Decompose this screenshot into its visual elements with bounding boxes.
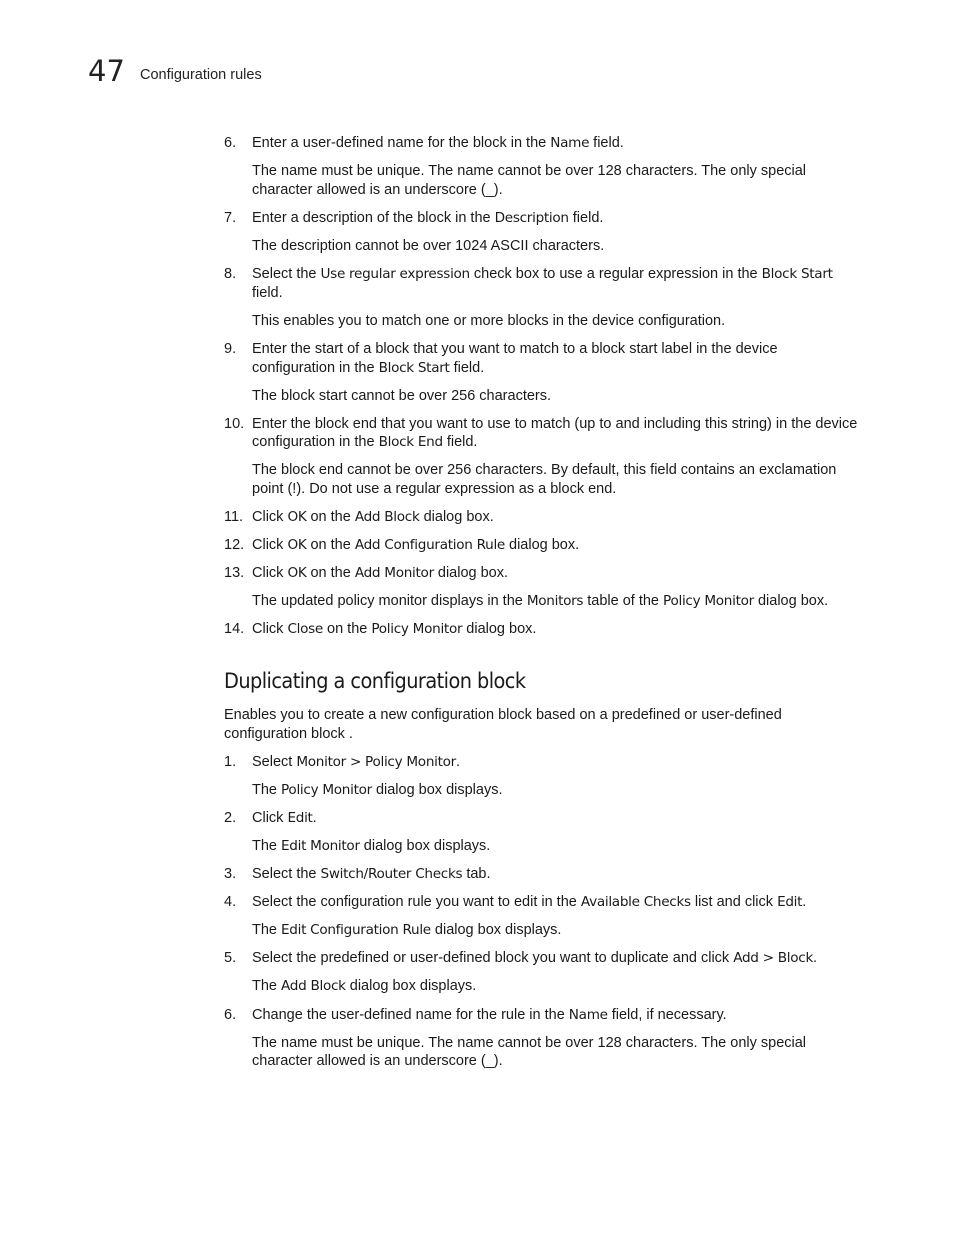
step-text: [252, 359, 484, 378]
step-text: [252, 781, 503, 800]
step-text: [252, 508, 494, 527]
step-number: 3.: [224, 866, 237, 882]
step-text: [252, 237, 604, 256]
ui-term: OK: [287, 537, 307, 553]
step-text: [252, 134, 624, 153]
section-title: Duplicating a configuration block: [224, 669, 526, 693]
ui-term: Name: [550, 135, 590, 151]
text-run: field.: [252, 285, 283, 301]
text-run: dialog box displays.: [371, 782, 503, 798]
step-text: [252, 284, 283, 303]
text-run: Enter the block end that you want to use to match (up to and including this string) in the device: [252, 416, 858, 432]
step-number: 7.: [224, 210, 237, 226]
step-text: [252, 564, 508, 583]
text-run: The name must be unique. The name cannot be over 128 characters. The only special: [252, 1035, 807, 1051]
text-run: .: [813, 950, 818, 966]
text-run: Click: [252, 810, 288, 826]
text-run: The: [252, 838, 282, 854]
step-text: [252, 865, 491, 884]
text-run: dialog box.: [753, 593, 829, 609]
ui-term: Add > Block: [733, 950, 814, 966]
step-number: 11.: [224, 509, 244, 525]
step-number: 1.: [224, 754, 237, 770]
text-run: dialog box.: [504, 537, 580, 553]
text-run: on the: [306, 565, 355, 581]
text-run: The: [252, 978, 282, 994]
step-number: 14.: [224, 621, 245, 637]
text-run: dialog box.: [462, 621, 537, 637]
text-run: The: [252, 922, 282, 938]
chapter-title: Configuration rules: [140, 67, 262, 83]
text-run: Click: [252, 621, 288, 637]
ui-term: Name: [568, 1007, 608, 1023]
step-text: [252, 340, 778, 359]
step-number: 4.: [224, 894, 237, 910]
text-run: The: [252, 782, 282, 798]
text-run: field.: [589, 135, 624, 151]
ui-term: Available Checks: [580, 894, 691, 910]
step-text: [252, 1052, 503, 1071]
text-run: The block end cannot be over 256 characters. By default, this field contains an exclamation: [252, 462, 837, 478]
text-run: configuration in the: [252, 434, 379, 450]
step-text: [252, 977, 476, 996]
step-number: 9.: [224, 341, 237, 357]
text-run: dialog box displays.: [430, 922, 562, 938]
ui-term: Monitors: [526, 593, 584, 609]
text-run: Select the configuration rule you want to edit in the: [252, 894, 581, 910]
text-run: Select: [252, 754, 297, 770]
step-text: [252, 1034, 806, 1053]
text-run: Enter a user-defined name for the block in the: [252, 135, 551, 151]
step-text: [252, 461, 836, 480]
ui-term: Edit: [777, 894, 803, 910]
ui-term: Block End: [378, 434, 443, 450]
text-run: dialog box displays.: [345, 978, 477, 994]
step-text: [252, 433, 477, 452]
text-run: The name must be unique. The name cannot be over 128 characters. The only special: [252, 163, 807, 179]
step-text: [252, 181, 503, 200]
text-run: Enter the start of a block that you want to match to a block start label in the device: [252, 341, 778, 357]
step-text: [252, 592, 828, 611]
ui-term: Use regular expression: [320, 266, 470, 282]
ui-term: Edit: [287, 810, 313, 826]
ui-term: Add Configuration Rule: [354, 537, 505, 553]
text-run: field.: [442, 434, 478, 450]
text-run: Select the predefined or user-defined block you want to duplicate and click: [252, 950, 734, 966]
ui-term: OK: [287, 565, 307, 581]
step-number: 12.: [224, 537, 245, 553]
step-number: 8.: [224, 266, 237, 282]
text-run: Enter a description of the block in the: [252, 210, 495, 226]
ui-term: Close: [287, 621, 323, 637]
text-run: .: [455, 754, 460, 770]
text-run: character allowed is an underscore (_).: [252, 182, 503, 198]
ui-term: Add Block: [354, 509, 420, 525]
text-run: Click: [252, 537, 288, 553]
text-run: table of the: [583, 593, 664, 609]
step-text: [252, 209, 603, 228]
text-run: list and click: [690, 894, 778, 910]
text-run: field.: [449, 360, 485, 376]
ui-term: Block Start: [378, 360, 450, 376]
step-text: [252, 415, 857, 434]
step-text: [252, 893, 806, 912]
ui-term: Switch/Router Checks: [320, 866, 463, 882]
text-run: This enables you to match one or more blocks in the device configuration.: [252, 313, 726, 329]
step-text: [252, 620, 536, 639]
step-text: [252, 921, 561, 940]
ui-term: Policy Monitor: [663, 593, 754, 609]
text-run: Select the: [252, 866, 321, 882]
text-run: on the: [322, 621, 372, 637]
text-run: on the: [306, 509, 355, 525]
ui-term: Edit Monitor: [281, 838, 360, 854]
step-text: [252, 536, 579, 555]
text-run: Click: [252, 509, 288, 525]
ui-term: Description: [494, 210, 569, 226]
step-number: 13.: [224, 565, 245, 581]
text-run: dialog box displays.: [359, 838, 491, 854]
step-text: [252, 809, 317, 828]
text-run: The block start cannot be over 256 characters.: [252, 388, 552, 404]
text-run: Change the user-defined name for the rule in the: [252, 1007, 569, 1023]
text-run: tab.: [462, 866, 491, 882]
ui-term: Add Block: [281, 978, 346, 994]
step-number: 6.: [224, 1007, 237, 1023]
step-number: 5.: [224, 950, 237, 966]
step-text: [252, 753, 460, 772]
text-run: .: [802, 894, 807, 910]
section-intro-line: configuration block .: [224, 726, 353, 742]
text-run: field.: [568, 210, 604, 226]
step-number: 10.: [224, 416, 245, 432]
text-run: on the: [306, 537, 355, 553]
text-run: field, if necessary.: [607, 1007, 727, 1023]
step-number: 2.: [224, 810, 237, 826]
ui-term: Block Start: [761, 266, 833, 282]
ui-term: Policy Monitor: [281, 782, 372, 798]
text-run: point (!). Do not use a regular expression as a block end.: [252, 481, 617, 497]
section-intro-line: Enables you to create a new configuration block based on a predefined or user-defined: [224, 707, 782, 723]
step-text: [252, 387, 551, 406]
text-run: The updated policy monitor displays in the: [252, 593, 527, 609]
text-run: configuration in the: [252, 360, 379, 376]
text-run: .: [312, 810, 317, 826]
ui-term: Policy Monitor: [371, 621, 463, 637]
step-text: [252, 480, 616, 499]
text-run: check box to use a regular expression in the: [469, 266, 762, 282]
text-run: dialog box.: [433, 565, 509, 581]
step-text: [252, 265, 833, 284]
ui-term: Monitor > Policy Monitor: [296, 754, 456, 770]
step-text: [252, 162, 806, 181]
text-run: Click: [252, 565, 288, 581]
ui-term: Edit Configuration Rule: [281, 922, 431, 938]
text-run: dialog box.: [419, 509, 494, 525]
text-run: character allowed is an underscore (_).: [252, 1053, 503, 1069]
step-text: [252, 837, 490, 856]
step-text: [252, 312, 725, 331]
step-number: 6.: [224, 135, 237, 151]
ui-term: OK: [287, 509, 307, 525]
step-text: [252, 949, 817, 968]
step-text: [252, 1006, 727, 1025]
text-run: Select the: [252, 266, 321, 282]
text-run: The description cannot be over 1024 ASCII characters.: [252, 238, 605, 254]
chapter-number: 47: [88, 54, 125, 88]
ui-term: Add Monitor: [354, 565, 434, 581]
